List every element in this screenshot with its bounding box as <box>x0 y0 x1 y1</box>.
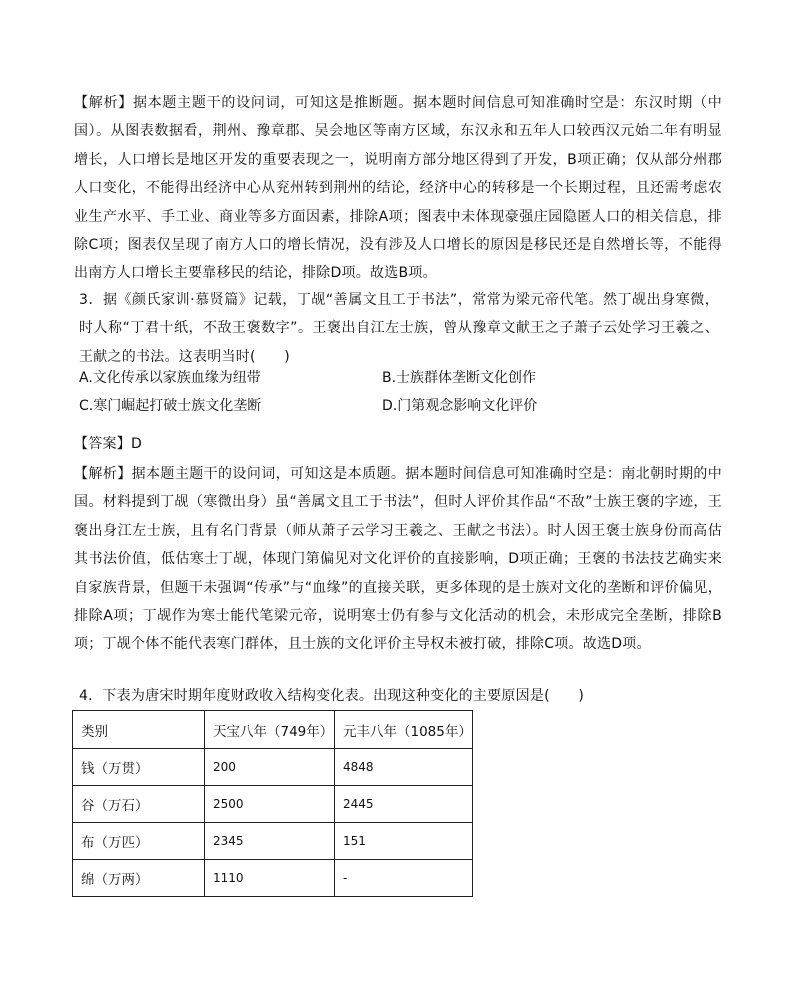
revenue-table <box>72 710 473 897</box>
table-cell-category: 谷（万石） <box>73 786 205 823</box>
table-header-cell: 类别 <box>73 711 205 749</box>
table-cell-value: 2500 <box>205 786 335 823</box>
answer-q3: 【答案】D <box>74 436 143 452</box>
option-d: D.门第观念影响文化评价 <box>382 398 538 414</box>
table-row <box>73 860 473 897</box>
table-cell-value: 2345 <box>205 823 335 860</box>
table-cell-value: 1110 <box>205 860 335 897</box>
analysis-q2: 【解析】据本题主题干的设问词，可知这是推断题。据本题时间信息可知准确时空是：东汉时期（中国）。从图表数据看，荆州、豫章郡、吴会地区等南方区域，东汉永和五年人口较西汉元始二年有明显增长，人口增长是地区开发的重要表现之一，说明南方部分地区得到了开发，B项正确；仅从部分州郡人口变化，不能得出经济中心从兖州转到荆州的结论，经济中心的转移是一个长期过程，且还需考虑农业生产水平、手工业、商业等多方面因素，排除A项；图表中未体现豪强庄园隐匿人口的相关信息，排除C项；图表仅呈现了南方人口的增长情况，没有涉及人口增长的原因是移民还是自然增长等，不能得出南方人口增长主要靠移民的结论，排除D项。故选B项。 <box>74 95 722 282</box>
table-row <box>73 786 473 823</box>
table-header-row <box>73 711 473 749</box>
table-header-cell: 天宝八年（749年） <box>205 711 335 749</box>
table-cell-category: 布（万匹） <box>73 823 205 860</box>
table-header-cell: 元丰八年（1085年） <box>335 711 473 749</box>
table-cell-value: 200 <box>205 749 335 786</box>
table-cell-value: 4848 <box>335 749 473 786</box>
option-c: C.寒门崛起打破士族文化垄断 <box>79 398 262 414</box>
question-4-stem: 4．下表为唐宋时期年度财政收入结构变化表。出现这种变化的主要原因是( ) <box>79 688 585 704</box>
table-row <box>73 823 473 860</box>
table-row <box>73 749 473 786</box>
table-cell-value: 151 <box>335 823 473 860</box>
question-3-stem: 3．据《颜氏家训·慕贤篇》记载，丁觇“善属文且工于书法”，常常为梁元帝代笔。然丁觇出身寒微，时人称“丁君十纸，不敌王褒数字”。王褒出自江左士族，曾从豫章文献王之子萧子云处学习王羲之、王献之的书法。这表明当时( ) <box>79 292 719 365</box>
option-a: A.文化传承以家族血缘为纽带 <box>79 370 261 386</box>
analysis-q3: 【解析】据本题主题干的设问词，可知这是本质题。据本题时间信息可知准确时空是：南北朝时期的中国。材料提到丁觇（寒微出身）虽“善属文且工于书法”，但时人评价其作品“不敌”士族王褒的字迹，王褒出身江左士族，且有名门背景（师从萧子云学习王羲之、王献之书法）。时人因王褒士族身份而高估其书法价值，低估寒士丁觇，体现门第偏见对文化评价的直接影响，D项正确；王褒的书法技艺确实来自家族背景，但题干未强调“传承”与“血缘”的直接关联，更多体现的是士族对文化的垄断和评价偏见，排除A项；丁觇作为寒士能代笔梁元帝，说明寒士仍有参与文化活动的机会，未形成完全垄断，排除B项；丁觇个体不能代表寒门群体，且士族的文化评价主导权未被打破，排除C项。故选D项。 <box>74 466 722 653</box>
table-cell-category: 钱（万贯） <box>73 749 205 786</box>
table-cell-value: 2445 <box>335 786 473 823</box>
table-cell-value: - <box>335 860 473 897</box>
option-b: B.士族群体垄断文化创作 <box>382 370 537 386</box>
table-cell-category: 绵（万两） <box>73 860 205 897</box>
